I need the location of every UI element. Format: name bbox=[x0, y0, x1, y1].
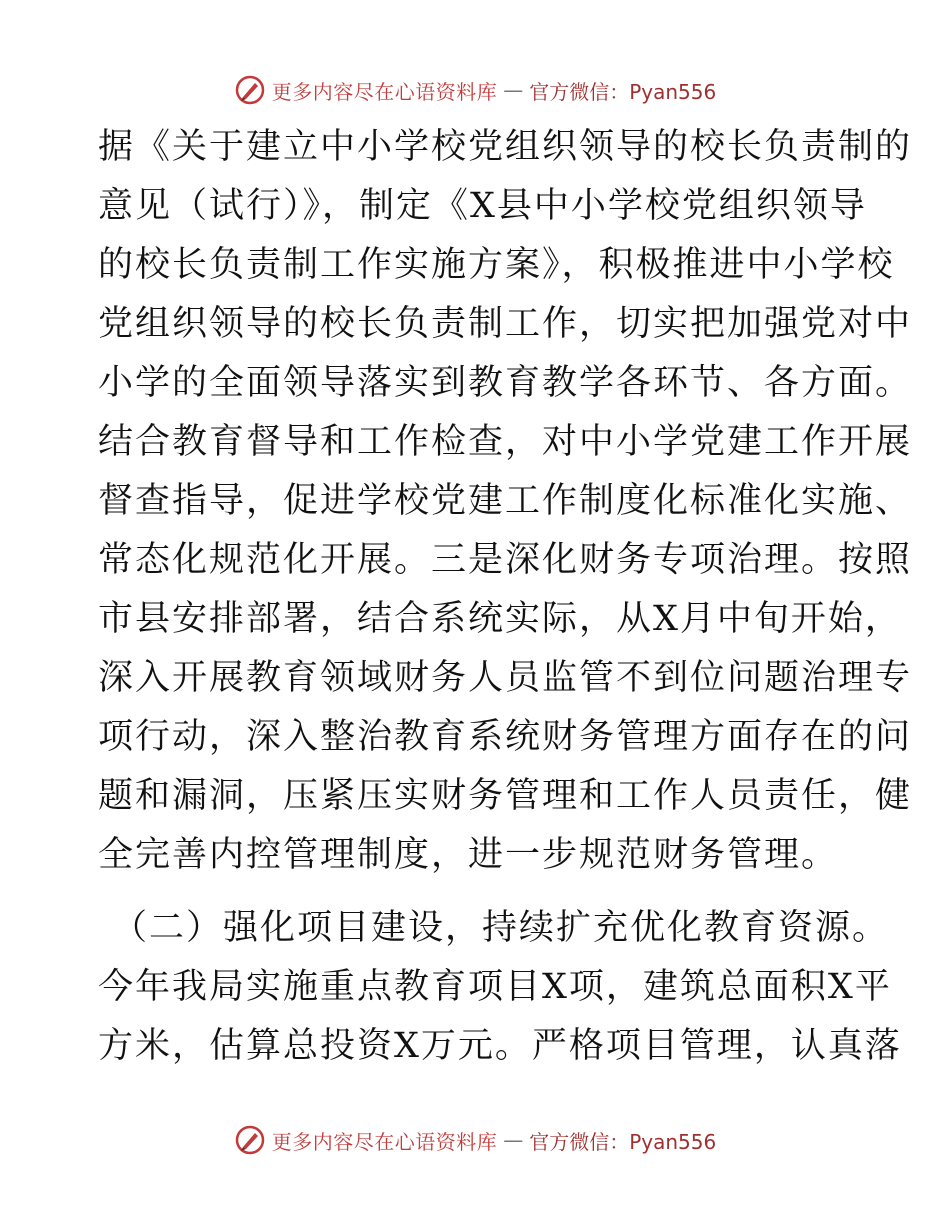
watermark-separator: — bbox=[503, 1128, 524, 1152]
watermark-text: 更多内容尽在心语资料库 bbox=[271, 1129, 498, 1154]
footer-watermark bbox=[0, 1120, 950, 1160]
text-line: 全完善内控管理制度，进一步规范财务管理。 bbox=[98, 835, 839, 875]
watermark-contact: 官方微信：Pyan556 bbox=[529, 1129, 717, 1154]
paragraph-gap bbox=[98, 885, 850, 899]
text-line: 题和漏洞，压紧压实财务管理和工作人员责任，健 bbox=[98, 776, 913, 816]
text-line: 深入开展教育领域财务人员监管不到位问题治理专 bbox=[98, 658, 913, 698]
watermark-text: 更多内容尽在心语资料库 bbox=[271, 79, 498, 104]
header-watermark bbox=[0, 70, 950, 110]
watermark-separator: — bbox=[503, 78, 524, 102]
text-line: 今年我局实施重点教育项目X项，建筑总面积X平 bbox=[98, 967, 892, 1007]
section-heading: （二）强化项目建设，持续扩充优化教育资源。 bbox=[112, 908, 890, 948]
watermark-contact: 官方微信：Pyan556 bbox=[529, 79, 717, 104]
text-line: 的校长负责制工作实施方案》，积极推进中小学校 bbox=[98, 245, 895, 285]
pen-logo-icon bbox=[234, 1124, 266, 1156]
text-line: 市县安排部署，结合系统实际，从X月中旬开始， bbox=[98, 599, 902, 639]
text-line: 方米，估算总投资X万元。严格项目管理，认真落 bbox=[98, 1026, 902, 1066]
pen-logo-icon bbox=[234, 74, 266, 106]
text-line: 据《关于建立中小学校党组织领导的校长负责制的 bbox=[98, 127, 913, 167]
text-line: 结合教育督导和工作检查，对中小学党建工作开展 bbox=[98, 422, 913, 462]
text-line: 常态化规范化开展。三是深化财务专项治理。按照 bbox=[98, 540, 913, 580]
text-line: 项行动，深入整治教育系统财务管理方面存在的问 bbox=[98, 717, 913, 757]
text-line: 意见（试行）》，制定《X县中小学校党组织领导 bbox=[98, 186, 867, 226]
text-line: 党组织领导的校长负责制工作，切实把加强党对中 bbox=[98, 304, 913, 344]
document-body bbox=[98, 118, 913, 1076]
text-line: 督查指导，促进学校党建工作制度化标准化实施、 bbox=[98, 481, 913, 521]
text-line: 小学的全面领导落实到教育教学各环节、各方面。 bbox=[98, 363, 913, 403]
